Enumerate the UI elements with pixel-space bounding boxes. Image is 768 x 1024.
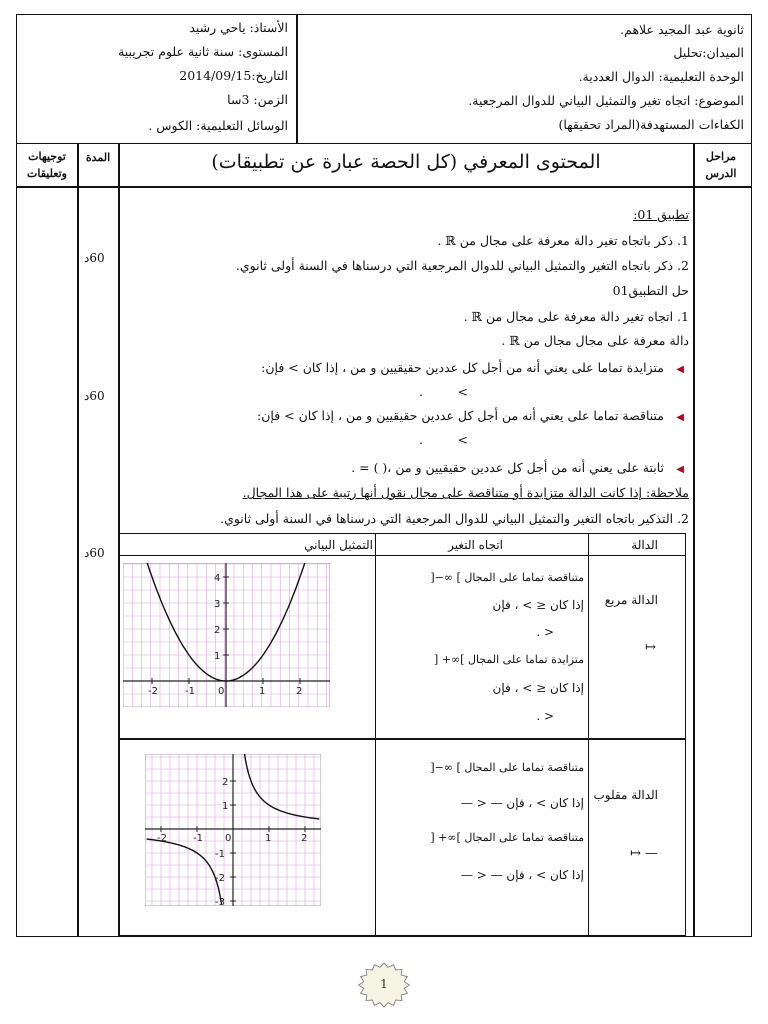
square-inc-rule: إذا كان ≤ > ، فإن [492,681,584,695]
increasing-def: متزايدة تماما على يعني أنه من أجل كل عددين حقيقيين و من ، إذا كان > فإن: [261,360,664,375]
square-function-graph [123,563,330,707]
ref-table-row-line [118,738,686,740]
y-tick-label: 1 [214,651,221,662]
square-dec-interval: متناقصة تماما على المجال ] ∞−[ [430,571,584,584]
y-tick-label: -3 [215,897,225,906]
question-2: 2. ذكر باتجاه التغير والتمثيل البياني للدوال المرجعية التي درسناها في السنة أولى ثانوي. [235,258,689,273]
inverse-function-map: — ↦ [629,846,658,861]
x-tick-label: 0 [218,686,225,697]
bullet-arrow-icon: ◀ [676,464,684,475]
inverse-function-graph [145,754,321,906]
ref-table-col2 [588,533,589,936]
x-tick-label: 0 [225,833,232,844]
col-divider-stages [693,144,695,937]
decreasing-dot: . [419,432,423,447]
date-label: التاريخ:2014/09/15 [179,68,288,83]
square-function-map: ↦ [645,640,656,655]
duration-1: 60د [84,251,105,265]
inverse-dec-rule: إذا كان > ، فإن — < — [460,796,584,810]
tools-label: الوسائل التعليمية: الكوس . [148,118,288,133]
time-label: الزمن: 3سا [227,92,288,107]
x-tick-label: 1 [259,686,266,697]
constant-def: ثابتة على يعني أنه من أجل كل عددين حقيقيين و من ،( ) = . [351,460,664,475]
x-tick-label: -1 [193,833,203,844]
competencies-label: الكفاءات المستهدفة(المراد تحقيقها) [558,117,744,132]
bullet-arrow-icon: ◀ [676,412,684,423]
header-row-divider [16,186,752,188]
y-tick-label: 4 [214,573,221,584]
y-tick-label: 2 [222,777,229,788]
ref-header-function: الدالة [631,538,658,552]
topic-label: الموضوع: اتجاه تغير والتمثيل البياني للدوال المرجعية. [468,93,744,108]
col-content-header: المحتوى المعرفي (كل الحصة عبارة عن تطبيقات) [211,151,601,173]
solution-2: 2. التذكير باتجاه التغير والتمثيل البياني للدوال المرجعية التي درسناها في السنة أولى ثانوي. [220,511,689,526]
square-function-name: الدالة مربع [604,593,658,607]
level-label: المستوى: سنة ثانية علوم تجريبية [118,44,288,59]
x-tick-label: 1 [265,833,272,844]
application-title: تطبيق 01: [633,207,689,222]
col-duration-header: المدة [85,151,111,164]
question-1: 1. ذكر باتجاه تغير دالة معرفة على مجال من ℝ . [437,233,689,248]
decreasing-result: > [457,432,468,447]
header-divider [296,14,298,144]
x-tick-label: -1 [185,686,195,697]
increasing-dot: . [419,384,423,399]
domain-label: الميدان:تحليل [673,45,744,60]
inverse-dec-interval: متناقصة تماما على المجال ] ∞−[ [430,761,584,774]
x-tick-label: -2 [148,686,158,697]
duration-3: 60د [84,546,105,560]
unit-label: الوحدة التعليمية: الدوال العددية. [578,69,744,84]
x-tick-label: 2 [296,686,303,697]
x-tick-label: 2 [301,833,308,844]
ref-header-variation: اتجاه التغير [448,538,503,552]
square-inc-interval: متزايدة تماما على المجال ]∞+ [ [434,653,584,666]
ref-header-graph: التمثيل البياني [304,538,373,552]
decreasing-def: متناقصة تماما على يعني أنه من أجل كل عددين حقيقيين و من ، إذا كان > فإن: [257,408,664,423]
ref-table-col1 [375,533,376,936]
square-inc-result: < . [536,709,554,723]
y-tick-label: 2 [214,625,221,636]
inverse-inc-interval: متناقصة تماما على المجال ]∞+ [ [430,831,584,844]
ref-table-header-line [118,555,686,556]
col-divider-notes [77,144,79,937]
school-name: ثانوية عبد المجيد علاهم. [620,22,744,37]
increasing-result: > [457,384,468,399]
x-tick-label: -2 [157,833,167,844]
note-text: ملاحظة: إذا كانت الدالة متزايدة أو متناقصة على مجال نقول أنها رتيبة على هذا المجال. [242,485,689,500]
duration-2: 60د [84,389,105,403]
solution-title: حل التطبيق01 [612,283,689,298]
y-tick-label: 3 [214,599,221,610]
square-dec-result: < . [536,625,554,639]
inverse-function-name: الدالة مقلوب [593,788,658,802]
y-tick-label: -2 [215,873,225,884]
col-notes-header: توجيهات وتعليقات [27,150,67,180]
solution-1: 1. اتجاه تغير دالة معرفة على مجال من ℝ . [463,309,689,324]
col-stages-header: مراحل الدرس [705,150,737,180]
inverse-inc-rule: إذا كان > ، فإن — < — [460,868,584,882]
page-number: 1 [380,977,388,991]
y-tick-label: 1 [222,801,229,812]
bullet-arrow-icon: ◀ [676,364,684,375]
y-tick-label: -1 [215,849,225,860]
square-dec-rule: إذا كان ≤ > ، فإن [492,598,584,612]
solution-1-def: دالة معرفة على مجال مجال من ℝ . [501,333,689,348]
teacher-label: الأستاذ: ياحي رشيد [189,20,288,35]
